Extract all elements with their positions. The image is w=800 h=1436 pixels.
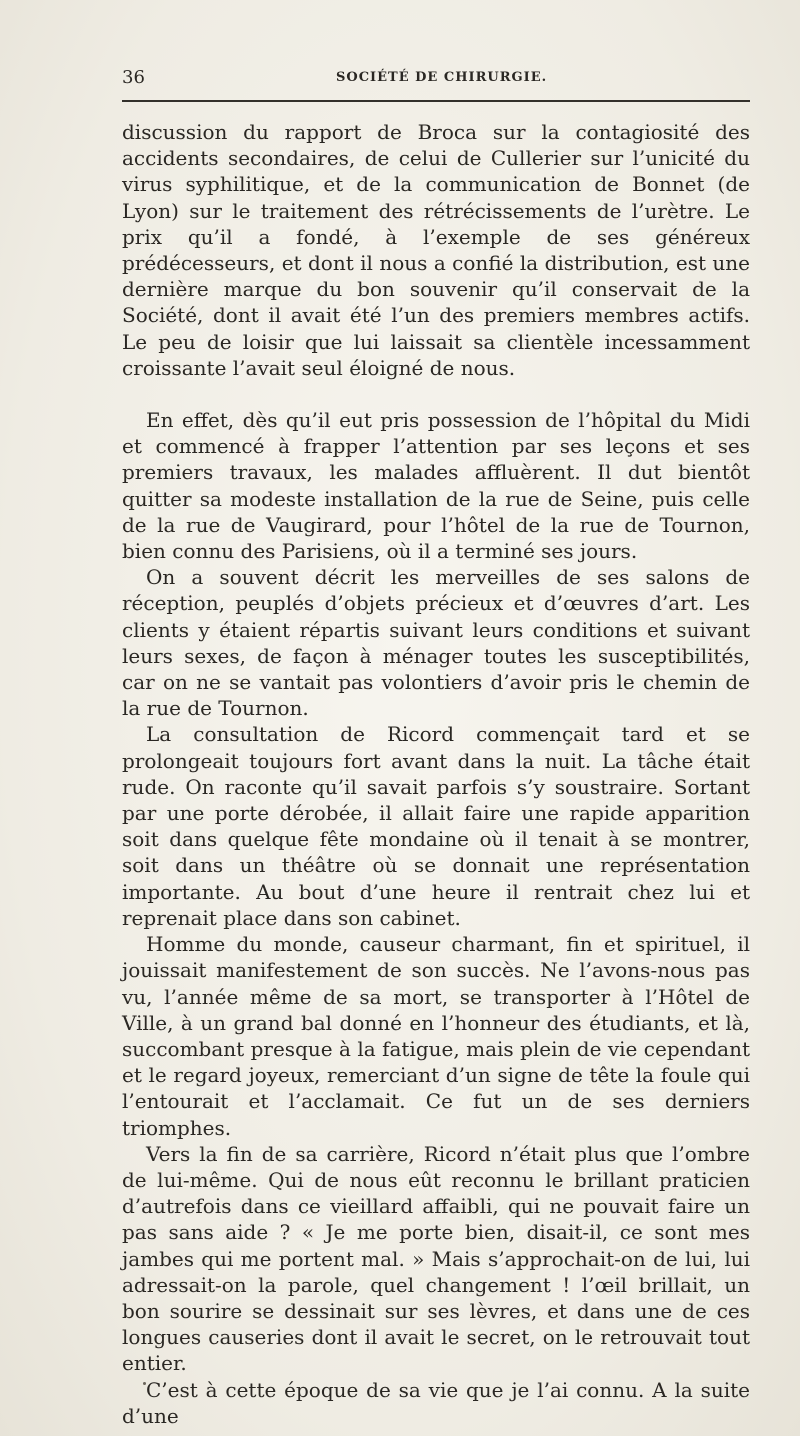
paragraph-continuation: discussion du rapport de Broca sur la contagiosité des accidents secondaires, de celui de Cullerier sur l’unicité du virus syphilitique, et de la communication de Bonnet (de Lyon) sur le traitement des rétrécissements de l’urètre. Le prix qu’il a fondé, à l’exemple de ses généreux prédécesseurs, et dont il nous a confié la distribution, est une dernière marque du bon souvenir qu’il conservait de la Société, dont il avait été l’un des premiers membres actifs. Le peu de loisir que lui laissait sa clientèle incessamment croissante l’avait seul éloigné de nous. [122,120,750,380]
running-title: SOCIÉTÉ DE CHIRURGIE. [336,70,548,85]
paragraph: On a souvent décrit les merveilles de ses salons de réception, peuplés d’objets précieux et d’œuvres d’art. Les clients y étaient répartis suivant leurs conditions et suivant leurs sexes, de façon à ménager toutes les susceptibilités, car on ne se vantait pas volontiers d’avoir pris le chemin de la rue de Tournon. [122,565,750,721]
body-text [122,119,750,1429]
paragraph: Homme du monde, causeur charmant, fin et spirituel, il jouissait manifestement de son succès. Ne l’avons-nous pas vu, l’année même de sa mort, se transporter à l’Hôtel de Ville, à un grand bal donné en l’honneur des étudiants, et là, succombant presque à la fatigue, mais plein de vie cependant et le regard joyeux, remerciant d’un signe de tête la foule qui l’entourait et l’acclamait. Ce fut un de ses derniers triomphes. [122,932,750,1140]
paragraph: Vers la fin de sa carrière, Ricord n’était plus que l’ombre de lui-même. Qui de nous eût reconnu le brillant praticien d’autrefois dans ce vieillard affaibli, qui ne pouvait faire un pas sans aide ? « Je me porte bien, disait-il, ce sont mes jambes qui me portent mal. » Mais s’approchait-on de lui, lui adressait-on la parole, quel changement ! l’œil brillait, un bon sourire se dessinait sur ses lèvres, et dans une de ces longues causeries dont il avait le secret, on le retrouvait tout entier. [122,1141,750,1376]
ink-speck [143,1382,146,1385]
paragraph: En effet, dès qu’il eut pris possession de l’hôpital du Midi et commencé à frapper l’attention par ses leçons et ses premiers travaux, les malades affluèrent. Il dut bientôt quitter sa modeste installation de la rue de Seine, puis celle de la rue de Vaugirard, pour l’hôtel de la rue de Tournon, bien connu des Parisiens, où il a terminé ses jours. [122,408,750,564]
paragraph: La consultation de Ricord commençait tard et se prolongeait toujours fort avant dans la nuit. La tâche était rude. On raconte qu’il savait parfois s’y soustraire. Sortant par une porte dérobée, il allait faire une rapide apparition soit dans quelque fête mondaine où il tenait à se montrer, soit dans un théâtre où se donnait une représentation importante. Au bout d’une heure il rentrait chez lui et reprenait place dans son cabinet. [122,722,750,930]
page-number: 36 [122,67,145,88]
page-header [122,66,750,96]
header-rule [122,100,750,102]
paragraph-last-line: C’est à cette époque de sa vie que je l’ai connu. A la suite d’une [122,1377,750,1428]
